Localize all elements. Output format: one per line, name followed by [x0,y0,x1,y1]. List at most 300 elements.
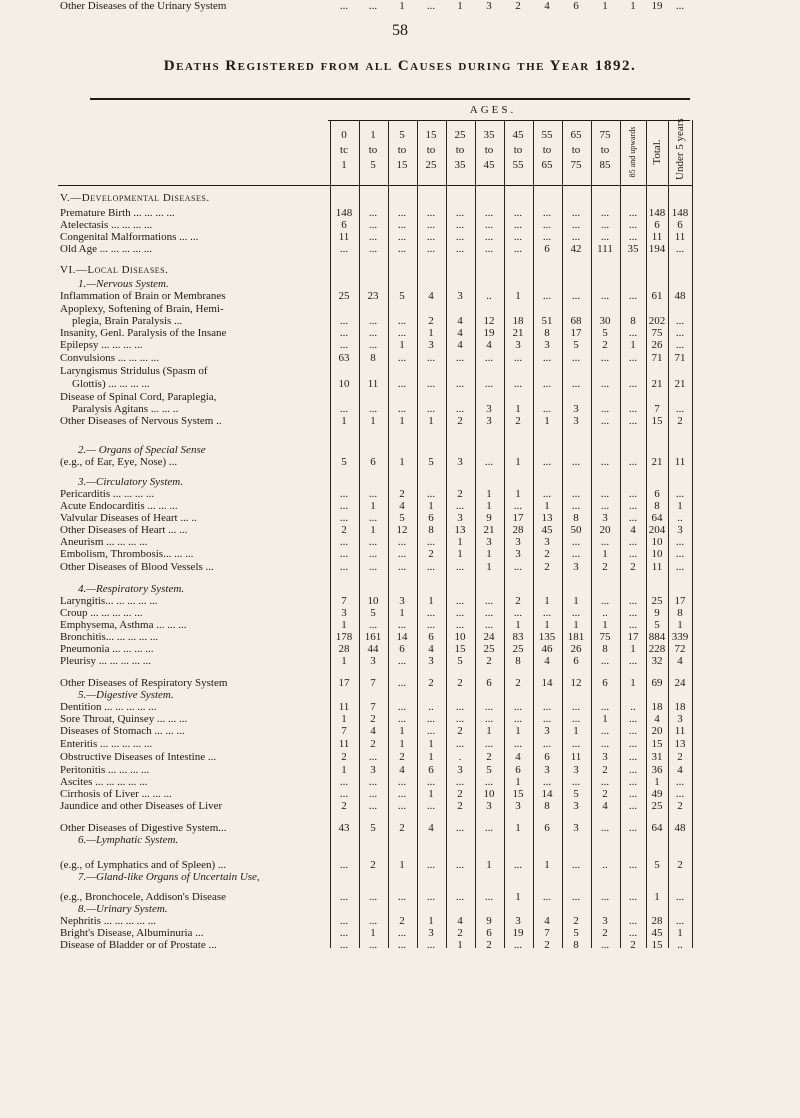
table-row [0,290,800,302]
table-cell: ... [397,713,407,725]
table-cell: 1 [399,738,405,750]
table-cell: 25 [483,643,495,655]
table-cell: 1 [370,415,376,427]
table-cell: 5 [486,764,492,776]
table-top-rule [90,98,690,100]
table-cell: ... [513,243,523,255]
table-cell: 3 [677,524,683,536]
table-cell: 83 [512,631,524,643]
table-cell: ... [571,456,581,468]
table-cell: 4 [457,915,463,927]
row-label: Laryngismus Stridulus (Spasm of [60,365,208,377]
table-cell: .. [677,939,683,951]
table-cell: 1 [602,713,608,725]
row-label: Dentition ... ... ... ... ... [60,701,157,713]
table-cell: ... [628,927,638,939]
table-row [0,476,800,488]
table-cell: ... [455,243,465,255]
row-label: Other Diseases of Heart ... ... [60,524,188,536]
table-row [0,365,800,377]
table-cell: ... [675,0,685,12]
table-cell: ... [426,939,436,951]
table-cell: 2 [428,677,434,689]
table-cell: 1 [428,415,434,427]
table-cell: ... [571,500,581,512]
table-cell: 63 [338,352,350,364]
row-label: Disease of Spinal Cord, Paraplegia, [60,391,217,403]
age-column-header-part: to [397,144,407,156]
table-cell: ... [397,619,407,631]
table-cell: ... [600,500,610,512]
table-cell: ... [628,536,638,548]
table-cell: 11 [651,561,663,573]
table-cell: 19 [512,927,524,939]
table-cell: 14 [541,677,553,689]
table-cell: 4 [399,500,405,512]
row-label: Other Diseases of Nervous System .. [60,415,222,427]
table-cell: 25 [512,643,524,655]
table-cell: 8 [544,800,550,812]
table-cell: 5 [370,607,376,619]
table-cell: ... [426,403,436,415]
table-cell: 4 [677,655,683,667]
table-cell: 4 [457,315,463,327]
table-cell: ... [455,701,465,713]
table-cell: 1 [399,415,405,427]
table-cell: 1 [677,927,683,939]
table-cell: ... [628,859,638,871]
table-cell: 7 [544,927,550,939]
table-cell: 2 [370,713,376,725]
table-cell: 10 [651,536,663,548]
row-label: Cirrhosis of Liver ... ... ... [60,788,172,800]
table-cell: 3 [515,915,521,927]
table-cell: 15 [512,788,524,800]
table-cell: 3 [602,915,608,927]
table-cell: 17 [627,631,639,643]
table-cell: 3 [486,0,492,12]
row-label: Pleurisy ... ... ... ... ... [60,655,152,667]
table-cell: 1 [515,403,521,415]
table-cell: ... [571,488,581,500]
table-cell: 339 [671,631,689,643]
table-cell: ... [426,776,436,788]
table-cell: ... [513,859,523,871]
table-cell: 1 [428,751,434,763]
table-cell: 71 [651,352,663,364]
table-row [0,315,800,327]
table-cell: ... [339,0,349,12]
age-column-header-part: 15 [425,129,437,141]
table-cell: ... [600,738,610,750]
table-cell: ... [397,788,407,800]
table-row [0,701,800,713]
table-cell: ... [513,939,523,951]
table-row [0,583,800,595]
row-label: V.—Developmental Diseases. [60,192,210,204]
table-cell: ... [628,219,638,231]
table-cell: ... [542,713,552,725]
table-cell: 3 [573,403,579,415]
table-cell: 30 [599,315,611,327]
table-cell: 2 [486,655,492,667]
age-column-header-part: 45 [483,159,495,171]
table-cell: 6 [654,219,660,231]
table-cell: ... [675,891,685,903]
table-cell: ... [426,800,436,812]
table-cell: 10 [483,788,495,800]
table-row [0,713,800,725]
rotated-column-header: 85 and upwards [628,126,637,178]
table-cell: 8 [515,655,521,667]
table-cell: ... [484,776,494,788]
table-cell: 1 [457,548,463,560]
table-row [0,352,800,364]
table-cell: 20 [599,524,611,536]
table-cell: 111 [597,243,613,255]
table-cell: 5 [399,512,405,524]
table-row [0,391,800,403]
table-cell: ... [600,488,610,500]
table-cell: 6 [486,677,492,689]
table-cell: 1 [399,725,405,737]
table-cell: 2 [515,677,521,689]
table-cell: 1 [654,891,660,903]
table-row [0,456,800,468]
table-cell: ... [397,536,407,548]
table-cell: 15 [454,643,466,655]
table-cell: 3 [573,415,579,427]
table-cell: ... [600,207,610,219]
table-cell: 1 [341,619,347,631]
table-cell: ... [426,378,436,390]
table-cell: ... [339,327,349,339]
row-label: Disease of Bladder or of Prostate ... [60,939,217,951]
row-label: Jaundice and other Diseases of Liver [60,800,223,812]
table-cell: ... [571,231,581,243]
table-cell: 1 [602,619,608,631]
age-column-header [330,128,358,173]
table-cell: 4 [486,339,492,351]
row-label: Epilepsy ... ... ... ... [60,339,143,351]
page-title: Deaths Registered from all Causes during the Year 1892. [163,58,637,74]
table-cell: 5 [602,327,608,339]
table-row [0,243,800,255]
table-cell: ... [513,713,523,725]
table-cell: 25 [651,595,663,607]
table-cell: 5 [654,859,660,871]
table-cell: 6 [399,643,405,655]
table-cell: 1 [544,595,550,607]
row-label: 8.—Urinary System. [78,903,168,915]
table-cell: 18 [674,701,686,713]
table-cell: 50 [570,524,582,536]
table-row [0,915,800,927]
table-cell: 8 [630,315,636,327]
table-cell: 1 [341,764,347,776]
table-cell: ... [397,891,407,903]
table-cell: 3 [457,512,463,524]
table-cell: 1 [573,595,579,607]
table-cell: ... [675,327,685,339]
table-cell: 5 [457,655,463,667]
table-cell: ... [513,378,523,390]
table-cell: 1 [544,619,550,631]
table-cell: ... [339,488,349,500]
table-cell: 3 [486,403,492,415]
table-cell: 23 [367,290,379,302]
table-row [0,903,800,915]
table-cell: ... [628,488,638,500]
table-cell: 6 [677,219,683,231]
table-cell: 21 [512,327,524,339]
table-cell: ... [571,738,581,750]
row-label: 7.—Gland-like Organs of Uncertain Use, [78,871,260,883]
table-cell: 1 [573,619,579,631]
table-cell: ... [368,315,378,327]
table-cell: ... [484,207,494,219]
table-row [0,264,800,276]
table-cell: ... [339,243,349,255]
table-cell: ... [397,231,407,243]
age-column-header-part: to [455,144,465,156]
table-cell: 26 [570,643,582,655]
table-cell: ... [628,738,638,750]
table-cell: ... [675,788,685,800]
table-cell: ... [542,231,552,243]
table-cell: 6 [515,764,521,776]
table-cell: 2 [341,751,347,763]
age-column-header [504,128,532,173]
table-cell: 42 [570,243,582,255]
table-cell: 8 [573,939,579,951]
table-cell: 2 [457,488,463,500]
row-label: Peritonitis ... ... ... ... [60,764,150,776]
table-cell: 6 [370,456,376,468]
table-cell: 2 [428,548,434,560]
table-cell: ... [571,701,581,713]
table-cell: 1 [515,891,521,903]
table-cell: 3 [370,655,376,667]
table-cell: ... [628,403,638,415]
table-cell: ... [368,488,378,500]
table-cell: 1 [630,339,636,351]
table-cell: 1 [486,500,492,512]
table-cell: ... [426,859,436,871]
table-cell: 2 [486,939,492,951]
table-cell: 3 [602,512,608,524]
table-row [0,415,800,427]
table-row [0,444,800,456]
table-cell: 12 [483,315,495,327]
table-cell: ... [600,403,610,415]
table-cell: .. [602,859,608,871]
table-cell: ... [513,607,523,619]
table-row [0,738,800,750]
table-cell: ... [455,776,465,788]
table-cell: 3 [457,764,463,776]
table-cell: ... [426,607,436,619]
table-cell: ... [628,788,638,800]
age-column-header-part: tc [340,144,348,156]
age-column-header [475,128,503,173]
table-cell: 1 [370,500,376,512]
age-column-header-part: 55 [541,129,553,141]
table-cell: 6 [573,0,579,12]
table-cell: ... [571,290,581,302]
row-label: Other Diseases of Blood Vessels ... [60,561,214,573]
table-row [0,859,800,871]
table-row [0,677,800,689]
table-cell: ... [571,713,581,725]
table-cell: ... [397,327,407,339]
table-row [0,689,800,701]
table-cell: 4 [428,643,434,655]
table-cell: 2 [602,764,608,776]
table-cell: ... [542,378,552,390]
table-cell: ... [455,352,465,364]
table-cell: 2 [677,415,683,427]
table-cell: 19 [651,0,663,12]
table-row [0,378,800,390]
table-cell: 11 [674,456,686,468]
table-cell: 4 [677,764,683,776]
table-cell: 1 [486,859,492,871]
row-label: Aneurism ... ... ... ... [60,536,148,548]
table-cell: 3 [486,415,492,427]
table-cell: ... [600,456,610,468]
table-cell: ... [571,548,581,560]
table-cell: 64 [651,822,663,834]
table-cell: 2 [399,822,405,834]
table-cell: 3 [573,822,579,834]
table-cell: 1 [544,859,550,871]
row-label: plegia, Brain Paralysis ... [72,315,183,327]
table-row [0,595,800,607]
table-row [0,788,800,800]
table-cell: ... [368,939,378,951]
table-cell: 2 [399,488,405,500]
table-cell: ... [339,403,349,415]
table-cell: 3 [399,595,405,607]
table-cell: ... [339,859,349,871]
table-cell: 4 [654,713,660,725]
table-cell: ... [628,500,638,512]
table-cell: ... [675,488,685,500]
age-column-header-part: 65 [570,129,582,141]
table-cell: 3 [677,713,683,725]
table-cell: ... [675,339,685,351]
table-cell: ... [368,243,378,255]
table-cell: ... [368,776,378,788]
table-cell: ... [571,378,581,390]
table-cell: ... [397,352,407,364]
table-cell: ... [397,219,407,231]
table-cell: ... [368,403,378,415]
table-cell: 194 [648,243,666,255]
table-cell: 3 [573,561,579,573]
table-cell: 35 [627,243,639,255]
table-cell: 18 [512,315,524,327]
table-cell: ... [397,800,407,812]
row-label: Enteritis ... ... ... ... ... [60,738,153,750]
table-cell: 3 [515,548,521,560]
table-cell: ... [484,219,494,231]
table-cell: 6 [428,631,434,643]
table-cell: 202 [648,315,666,327]
table-cell: ... [600,595,610,607]
table-cell: ... [339,339,349,351]
table-cell: ... [368,619,378,631]
table-cell: ... [600,415,610,427]
table-cell: ... [542,701,552,713]
table-cell: ... [426,0,436,12]
table-cell: ... [397,776,407,788]
table-row [0,751,800,763]
table-cell: 2 [515,595,521,607]
table-cell: 1 [457,0,463,12]
table-cell: 3 [515,800,521,812]
table-cell: 2 [457,415,463,427]
table-cell: 6 [486,927,492,939]
table-cell: 1 [428,327,434,339]
table-cell: 21 [483,524,495,536]
row-label: Laryngitis... ... ... ... ... [60,595,158,607]
table-cell: ... [628,512,638,524]
table-cell: 1 [428,915,434,927]
table-cell: ... [513,231,523,243]
table-cell: 2 [602,788,608,800]
table-cell: ... [455,231,465,243]
table-cell: 2 [457,927,463,939]
table-cell: 11 [651,231,663,243]
table-cell: 1 [486,548,492,560]
age-column-header-part: 25 [425,159,437,171]
table-cell: 31 [651,751,663,763]
age-column-header-part: 65 [541,159,553,171]
table-cell: ... [426,219,436,231]
table-cell: ... [426,207,436,219]
table-cell: 72 [674,643,686,655]
table-cell: 5 [341,456,347,468]
age-column-header-part: 35 [454,159,466,171]
table-cell: ... [397,927,407,939]
table-cell: 135 [538,631,556,643]
table-cell: 11 [338,231,350,243]
table-cell: 3 [370,764,376,776]
table-cell: ... [600,290,610,302]
table-cell: 3 [573,800,579,812]
table-cell: ... [675,403,685,415]
table-cell: 1 [515,488,521,500]
header-bottom-rule [58,185,692,186]
table-cell: 8 [428,524,434,536]
row-label: Bright's Disease, Albuminuria ... [60,927,204,939]
table-cell: 1 [399,456,405,468]
table-cell: ... [513,352,523,364]
table-cell: 11 [674,725,686,737]
table-row [0,655,800,667]
table-row [0,327,800,339]
table-cell: .. [630,701,636,713]
table-cell: ... [600,939,610,951]
row-label: 4.—Respiratory System. [78,583,185,595]
table-cell: 6 [573,655,579,667]
table-cell: ... [600,231,610,243]
table-cell: 8 [573,512,579,524]
table-cell: ... [397,655,407,667]
row-label: Insanity, Genl. Paralysis of the Insane [60,327,227,339]
